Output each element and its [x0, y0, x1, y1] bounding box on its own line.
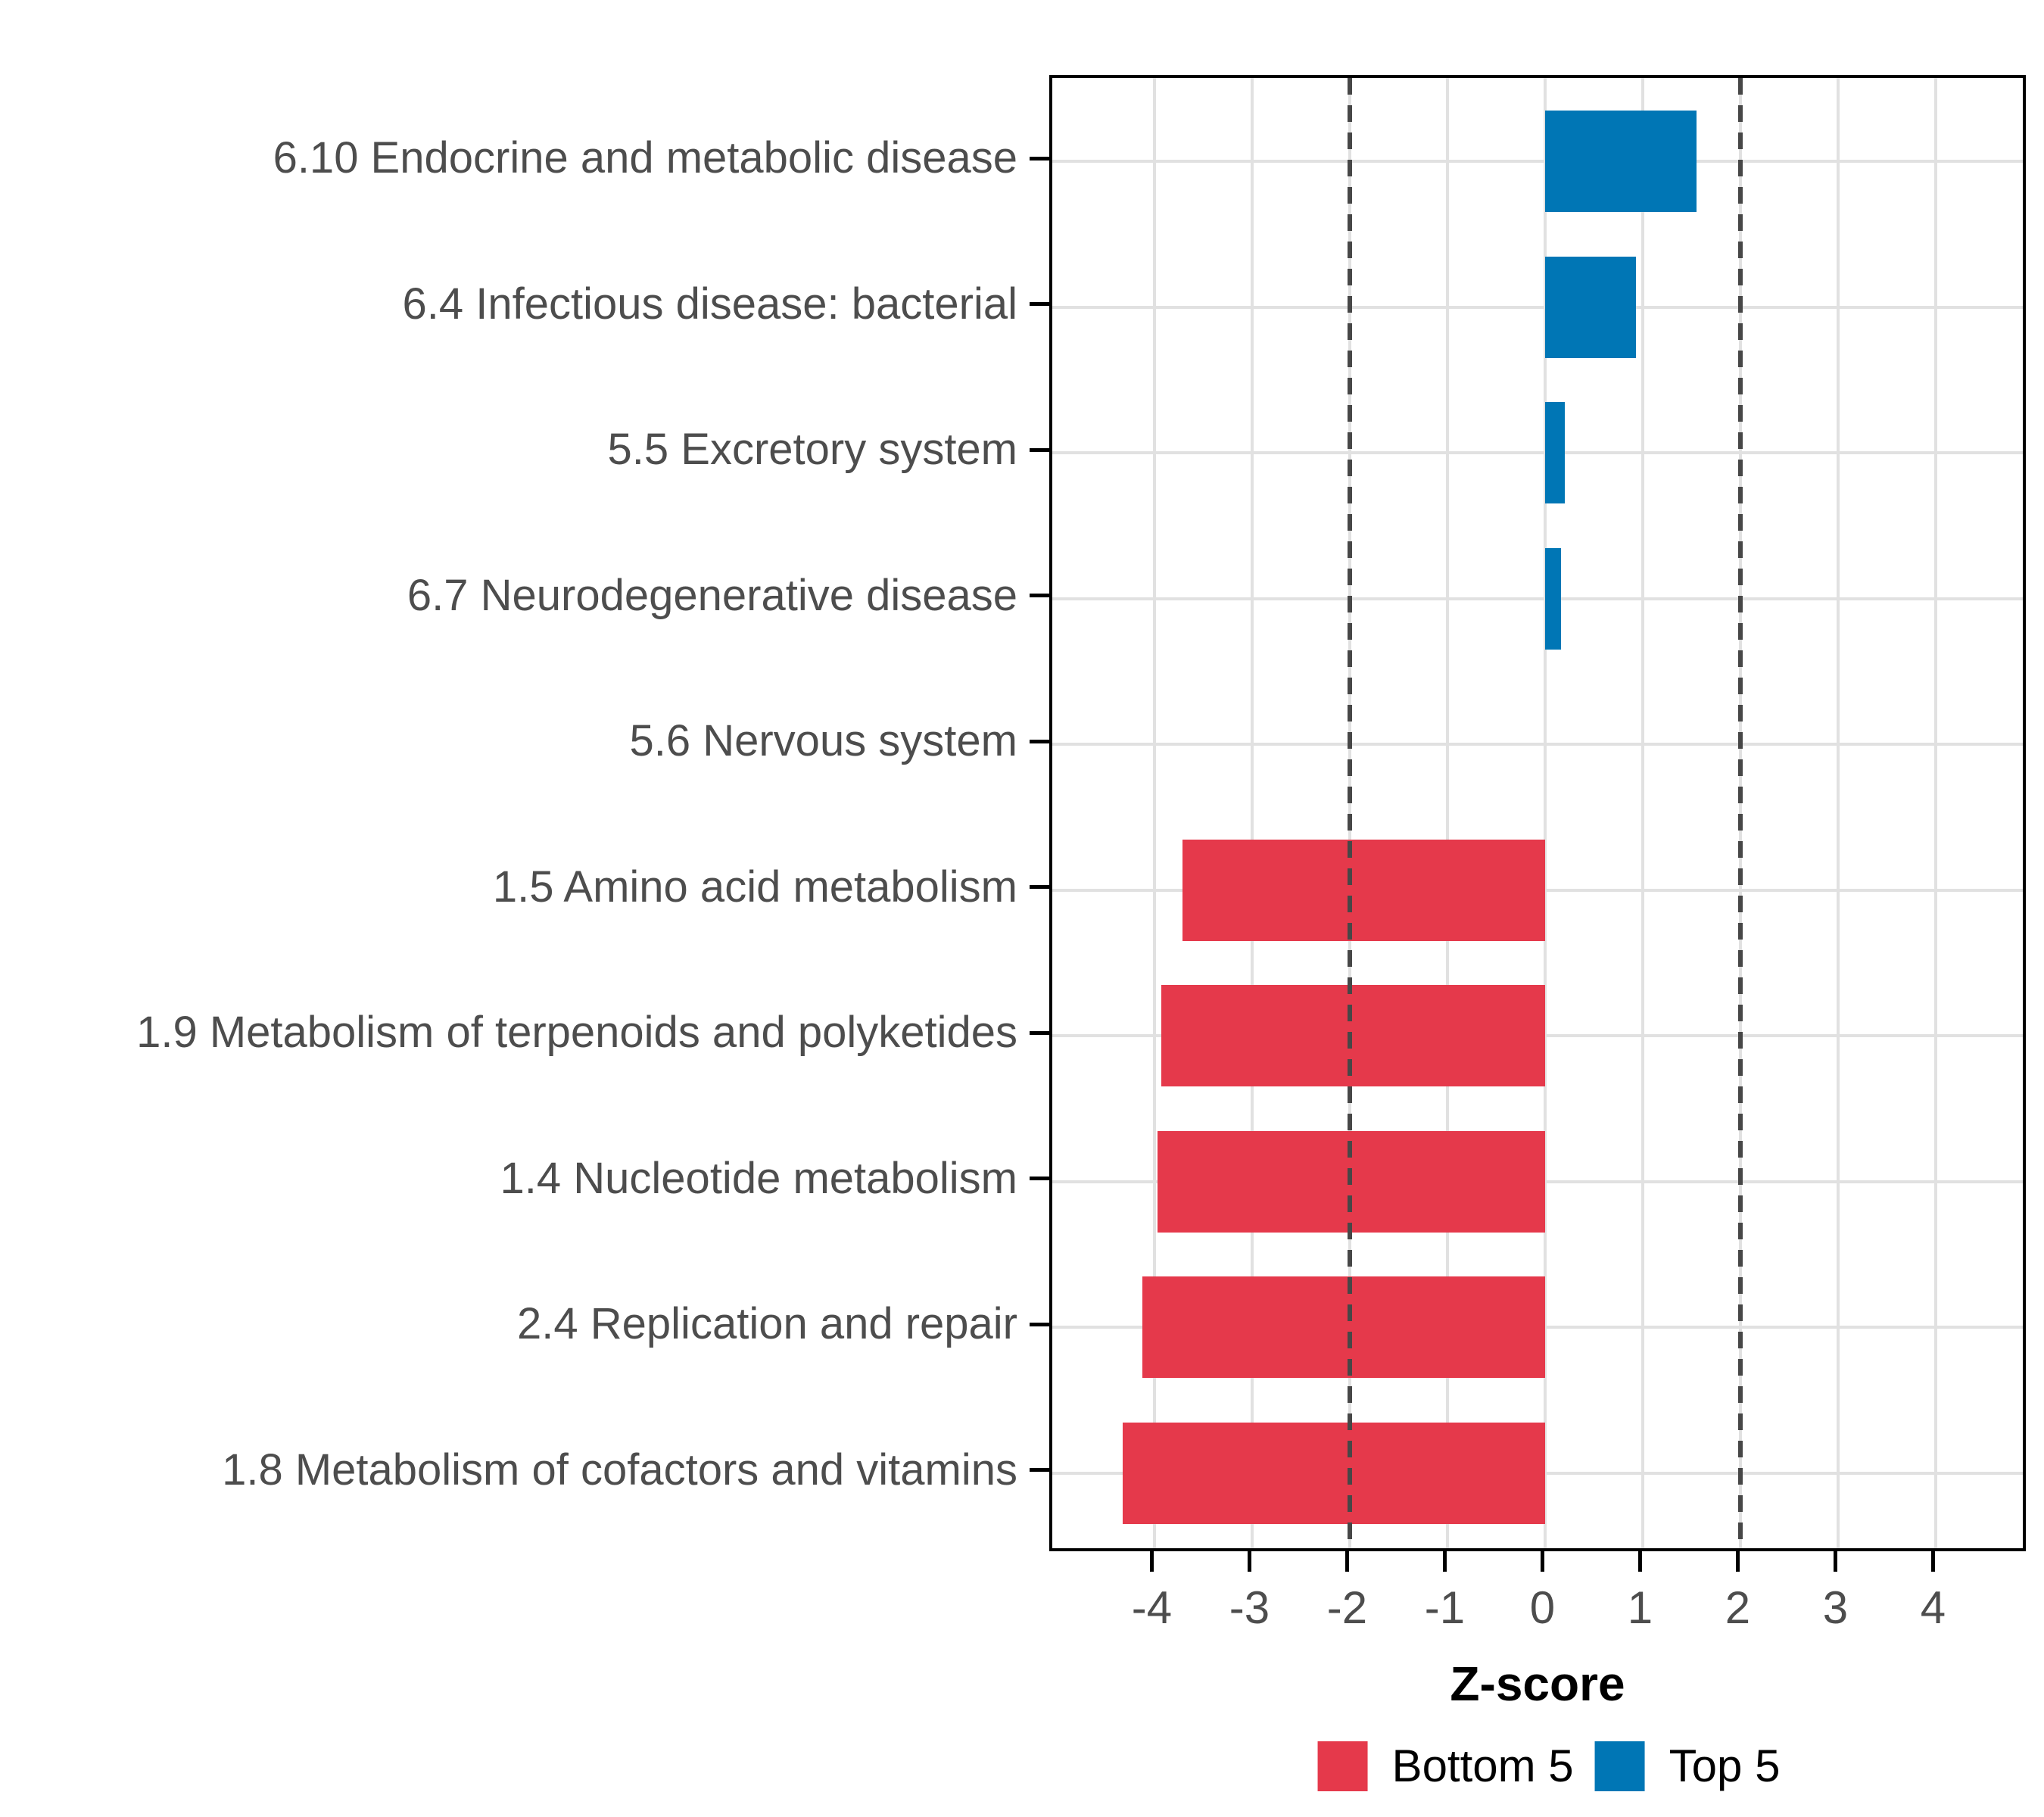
- x-axis-tick-label: 4: [1920, 1582, 1946, 1633]
- y-axis-tick: [1030, 448, 1049, 452]
- horizontal-gridline: [1052, 306, 2023, 309]
- legend-swatch: [1318, 1741, 1368, 1791]
- y-axis-tick: [1030, 1323, 1049, 1326]
- bar: [1545, 111, 1697, 212]
- x-axis-tick-label: 0: [1529, 1582, 1556, 1633]
- y-axis-category-label: 1.9 Metabolism of terpenoids and polyketides: [136, 1008, 1017, 1057]
- x-axis-tick: [1638, 1551, 1642, 1572]
- legend-swatch: [1595, 1741, 1645, 1791]
- y-axis-category-label: 5.5 Excretory system: [607, 425, 1017, 474]
- x-axis-tick: [1248, 1551, 1251, 1572]
- legend-label: Bottom 5: [1391, 1741, 1574, 1791]
- y-axis-category-label: 1.8 Metabolism of cofactors and vitamins: [222, 1445, 1017, 1494]
- x-axis-tick: [1443, 1551, 1447, 1572]
- y-axis-tick: [1030, 885, 1049, 889]
- horizontal-gridline: [1052, 743, 2023, 746]
- horizontal-gridline: [1052, 160, 2023, 163]
- bar: [1123, 1423, 1546, 1524]
- x-axis-tick: [1931, 1551, 1935, 1572]
- y-axis-category-label: 6.7 Neurodegenerative disease: [407, 570, 1017, 620]
- y-axis-tick: [1030, 1177, 1049, 1180]
- x-axis-tick-label: -2: [1326, 1582, 1368, 1633]
- x-axis-tick: [1345, 1551, 1349, 1572]
- x-axis-tick: [1736, 1551, 1740, 1572]
- x-axis-tick: [1541, 1551, 1544, 1572]
- legend-item-top-5: [1595, 1741, 1781, 1791]
- y-axis-category-label: 1.5 Amino acid metabolism: [492, 862, 1017, 912]
- legend: [1318, 1741, 1781, 1791]
- horizontal-gridline: [1052, 451, 2023, 454]
- y-axis-category-label: 2.4 Replication and repair: [517, 1299, 1017, 1348]
- legend-item-bottom-5: [1318, 1741, 1574, 1791]
- x-axis-tick-label: -4: [1131, 1582, 1173, 1633]
- bar: [1161, 985, 1545, 1086]
- dashed-reference-line: [1738, 78, 1743, 1548]
- x-axis-tick-label: 1: [1627, 1582, 1653, 1633]
- horizontal-gridline: [1052, 597, 2023, 600]
- y-axis-tick: [1030, 740, 1049, 743]
- y-axis-tick: [1030, 302, 1049, 306]
- y-axis-tick: [1030, 157, 1049, 161]
- x-axis-tick: [1834, 1551, 1837, 1572]
- y-axis-tick: [1030, 594, 1049, 597]
- y-axis-tick: [1030, 1031, 1049, 1035]
- y-axis-category-label: 1.4 Nucleotide metabolism: [500, 1153, 1017, 1203]
- x-axis-tick-label: -1: [1424, 1582, 1466, 1633]
- y-axis-category-label: 5.6 Nervous system: [629, 716, 1017, 765]
- plot-panel: [1049, 75, 2026, 1551]
- legend-label: Top 5: [1669, 1741, 1781, 1791]
- y-axis-category-label: 6.10 Endocrine and metabolic disease: [273, 133, 1017, 182]
- y-axis-category-label: 6.4 Infectious disease: bacterial: [402, 279, 1017, 329]
- x-axis-tick-label: 3: [1822, 1582, 1849, 1633]
- x-axis-tick-label: 2: [1725, 1582, 1751, 1633]
- bar: [1142, 1276, 1546, 1378]
- bar: [1545, 257, 1636, 358]
- bar: [1182, 840, 1546, 941]
- x-axis-tick-label: -3: [1229, 1582, 1270, 1633]
- dashed-reference-line: [1348, 78, 1352, 1548]
- x-axis-title: Z-score: [1450, 1656, 1625, 1711]
- x-axis-tick: [1150, 1551, 1154, 1572]
- y-axis-tick: [1030, 1468, 1049, 1472]
- bar: [1545, 548, 1561, 650]
- bar: [1545, 402, 1565, 503]
